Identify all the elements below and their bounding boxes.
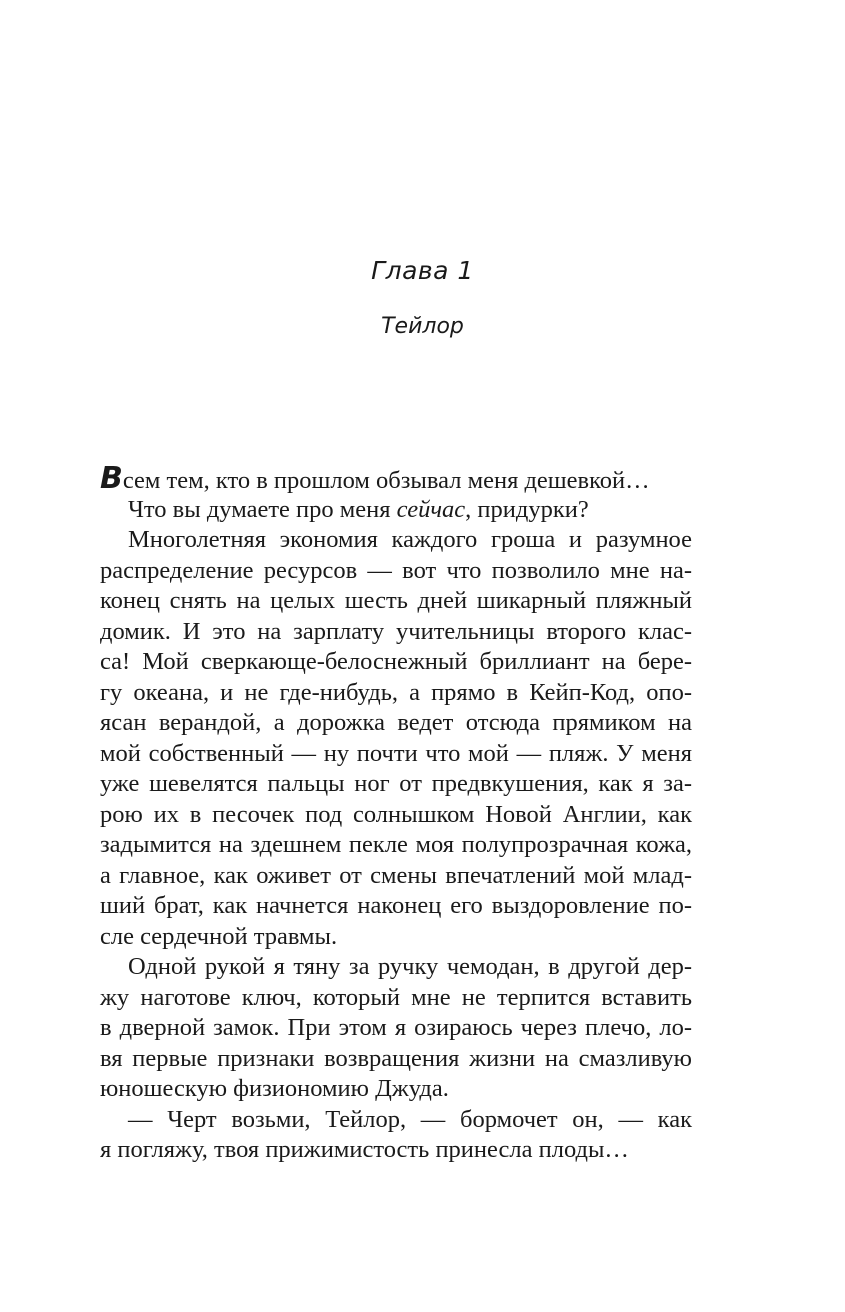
chapter-body xyxy=(100,461,692,1166)
text-segment: , придурки? xyxy=(465,495,589,523)
text-line: юношескую физиономию Джуда. xyxy=(100,1075,449,1102)
text-line: ясан верандой, а дорожка ведет отсюда прямиком на xyxy=(100,709,692,736)
text-line: Многолетняя экономия каждого гроша и разумное xyxy=(128,526,692,553)
text-line: а главное, как оживет от смены впечатлений мой млад- xyxy=(100,861,692,889)
text-line: жу наготове ключ, который мне не терпится вставить xyxy=(100,983,692,1011)
text-line: вя первые признаки возвращения жизни на смазливую xyxy=(100,1044,692,1072)
text-line-content: сем тем, кто в прошлом обзывал меня дешевкой… xyxy=(122,467,650,494)
text-line: рою их в песочек под солнышком Новой Англии, как xyxy=(100,800,692,828)
text-line: мой собственный — ну почти что мой — пляж. У меня xyxy=(100,739,692,767)
text-line: гу океана, и не где-нибудь, а прямо в Кейп-Код, опо- xyxy=(100,678,692,706)
text-line xyxy=(100,495,692,526)
text-line: я погляжу, твоя прижимистость принесла плоды… xyxy=(100,1136,629,1163)
text-line: распределение ресурсов — вот что позволило мне на- xyxy=(100,556,692,584)
text-segment: Что вы думаете про меня xyxy=(128,495,397,523)
text-line: домик. И это на зарплату учительницы второго клас- xyxy=(100,617,692,645)
text-line: сле сердечной травмы. xyxy=(100,922,338,950)
text-line: са! Мой сверкающе-белоснежный бриллиант на бере- xyxy=(100,648,692,675)
text-line: Одной рукой я тяну за ручку чемодан, в другой дер- xyxy=(128,953,692,980)
emphasis-text: сейчас xyxy=(396,495,466,523)
text-line: уже шевелятся пальцы ног от предвкушения, как я за- xyxy=(100,770,692,797)
text-line: ший брат, как начнется наконец его выздоровление по- xyxy=(100,892,692,919)
chapter-title: Глава 1 xyxy=(371,256,474,285)
text-line: — Черт возьми, Тейлор, — бормочет он, — как xyxy=(128,1105,692,1133)
chapter-subtitle: Тейлор xyxy=(381,314,464,339)
drop-cap: В xyxy=(100,461,123,496)
text-line: конец снять на целых шесть дней шикарный пляжный xyxy=(100,587,692,614)
text-line: в дверной замок. При этом я озираюсь через плечо, ло- xyxy=(100,1014,692,1041)
text-line: задымится на здешнем пекле моя полупрозрачная кожа, xyxy=(100,831,692,858)
text-line xyxy=(100,461,692,496)
